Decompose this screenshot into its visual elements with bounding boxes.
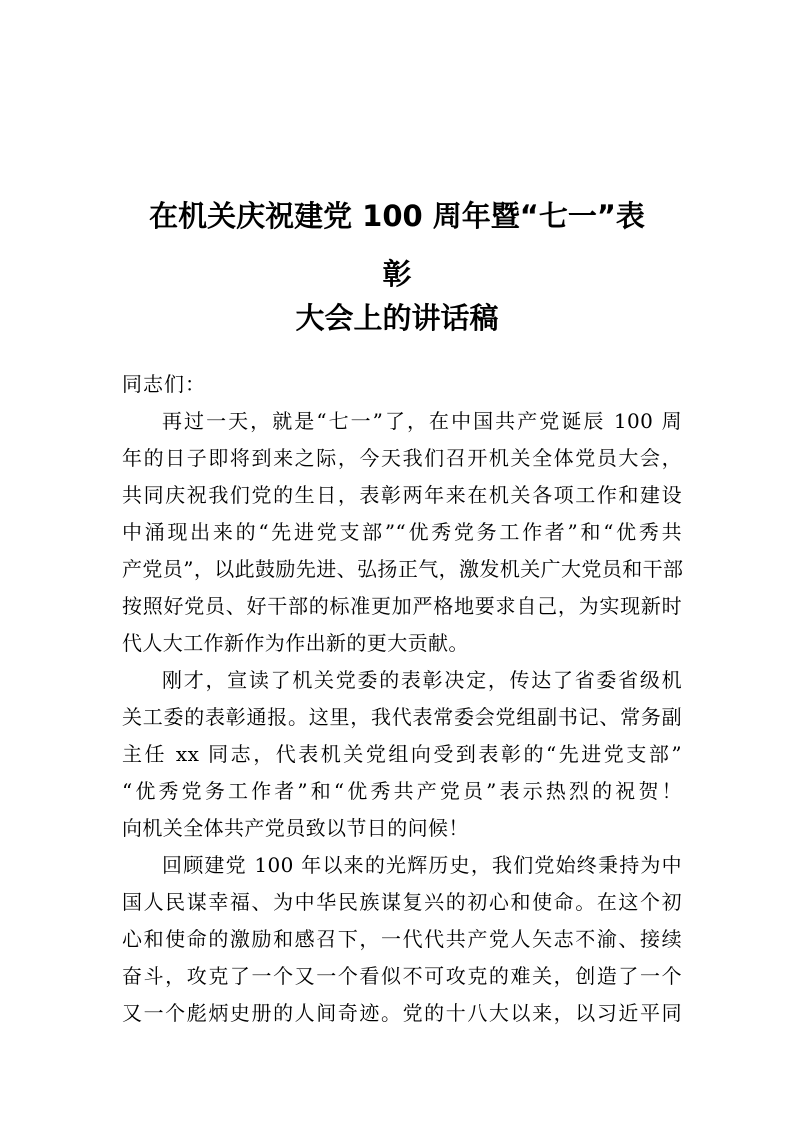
salutation: 同志们： [122, 372, 206, 396]
text-line: 产党员”，以此鼓励先进、弘扬正气，激发机关广大党员和干部 [122, 557, 684, 581]
text-line: 再过一天，就是“七一”了，在中国共产党诞辰 100 周 [162, 409, 682, 433]
document-title-line-2: 彰 [382, 257, 412, 291]
text-line: 年的日子即将到来之际，今天我们召开机关全体党员大会， [122, 446, 682, 470]
text-line: 中涌现出来的“先进党支部”“优秀党务工作者”和“优秀共 [122, 520, 682, 544]
text-line: 又一个彪炳史册的人间奇迹。党的十八大以来，以习近平同 [122, 1001, 682, 1025]
text-line: “优秀党务工作者”和“优秀共产党员”表示热烈的祝贺！ [122, 779, 682, 803]
document-title-line-1: 在机关庆祝建党 100 周年暨“七一”表 [149, 199, 645, 233]
document-title-line-3: 大会上的讲话稿 [295, 301, 499, 335]
text-line: 刚才，宣读了机关党委的表彰决定，传达了省委省级机 [162, 668, 682, 692]
text-line: 奋斗，攻克了一个又一个看似不可攻克的难关，创造了一个 [122, 964, 682, 988]
paragraph-1 [122, 403, 682, 662]
text-line: 回顾建党 100 年以来的光辉历史，我们党始终秉持为中 [162, 853, 682, 877]
document-body [122, 366, 682, 1032]
paragraph-3 [122, 847, 682, 1032]
text-line: 共同庆祝我们党的生日，表彰两年来在机关各项工作和建设 [122, 483, 682, 507]
text-line: 按照好党员、好干部的标准更加严格地要求自己，为实现新时 [122, 594, 682, 618]
text-line: 国人民谋幸福、为中华民族谋复兴的初心和使命。在这个初 [122, 890, 682, 914]
text-line: 心和使命的激励和感召下，一代代共产党人矢志不渝、接续 [122, 927, 682, 951]
text-line: 向机关全体共产党员致以节日的问候！ [122, 816, 469, 840]
paragraph-2 [122, 662, 682, 847]
text-line: 主任 xx 同志，代表机关党组向受到表彰的“先进党支部” [122, 742, 682, 766]
text-line: 关工委的表彰通报。这里，我代表常委会党组副书记、常务副 [122, 705, 682, 729]
text-line: 代人大工作新作为作出新的更大贡献。 [122, 631, 469, 655]
